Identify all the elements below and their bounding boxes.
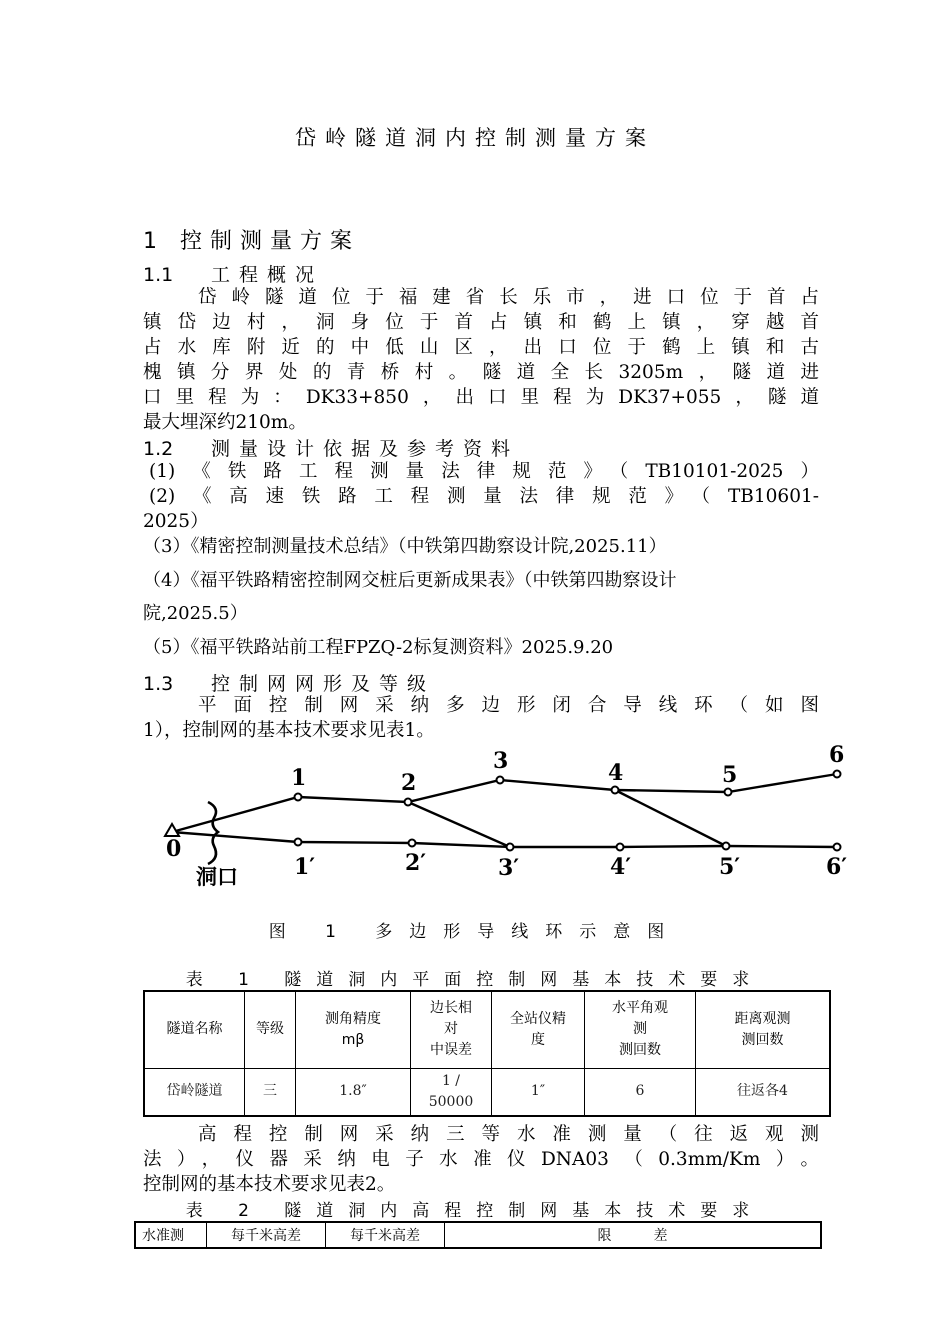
paragraph-line: 岱岭隧道位于福建省长乐市，进口位于首占 — [198, 287, 819, 308]
table-header-cell: 距离观测 测回数 — [696, 991, 831, 1068]
control-network-paragraph — [143, 693, 819, 743]
paragraph-line: 控制网的基本技术要求见表2。 — [143, 1174, 396, 1195]
traverse-loop-diagram — [150, 740, 870, 895]
table-2-caption: 表 2 隧道洞内高程控制网基本技术要求 — [185, 1201, 765, 1221]
station-marker — [295, 794, 302, 801]
table-header-cell: 水准测 — [135, 1222, 207, 1248]
table-cell: 三 — [245, 1068, 296, 1116]
table-row — [144, 1068, 830, 1116]
station-marker — [405, 799, 412, 806]
reference-item: (2)《高速铁路工程测量法律规范》（TB10601- — [149, 486, 819, 507]
section-title: 控制网网形及等级 — [211, 673, 436, 695]
station-marker — [834, 771, 841, 778]
section-1-2-heading — [143, 434, 519, 461]
paragraph-line: 槐镇分界处的青桥村。隧道全长3205m，隧道进 — [143, 362, 819, 383]
table-1-caption: 表 1 隧道洞内平面控制网基本技术要求 — [185, 970, 765, 990]
paragraph-line: 镇岱边村，洞身位于首占镇和鹤上镇，穿越首 — [143, 312, 819, 333]
portal-label: 洞口 — [196, 865, 238, 889]
section-title: 测量设计依据及参考资料 — [211, 438, 520, 460]
table-header-row — [135, 1222, 821, 1248]
reference-item-continued: 院,2025.5） — [143, 603, 248, 624]
table-1-plane-control-requirements — [143, 990, 831, 1117]
reference-item: （5）《福平铁路站前工程FPZQ-2标复测资料》2025.9.20 — [143, 637, 614, 658]
figure-1-caption: 图 1 多边形导线环示意图 — [268, 922, 682, 942]
station-label: 5 — [722, 762, 738, 788]
station-label: 2′ — [405, 850, 427, 876]
station-label: 6′ — [826, 854, 848, 880]
paragraph-line: 法），仪器采纳电子水准仪DNA03（0.3mm/Km）。 — [143, 1149, 819, 1170]
table-cell: 往返各4 — [696, 1068, 831, 1116]
section-number: 1.1 — [143, 264, 174, 286]
reference-item: (1)《铁路工程测量法律规范》（TB10101-2025） — [149, 461, 819, 482]
table-2-leveling-requirements — [134, 1221, 822, 1249]
table-header-cell: 等级 — [245, 991, 296, 1068]
table-header-cell: 隧道名称 — [144, 991, 245, 1068]
table-header-cell: 每千米高差 — [207, 1222, 326, 1248]
section-1-1-heading — [143, 260, 323, 287]
section-number: 1.2 — [143, 438, 174, 460]
section-1-3-heading — [143, 669, 435, 696]
station-label: 4′ — [610, 854, 632, 880]
station-label: 3 — [493, 748, 509, 774]
table-cell: 1 / 50000 — [411, 1068, 492, 1116]
project-overview-paragraph — [143, 285, 819, 435]
section-number: 1.3 — [143, 673, 174, 695]
reference-item: （4）《福平铁路精密控制网交桩后更新成果表》（中铁第四勘察设计 — [143, 570, 677, 591]
station-label: 6 — [829, 742, 845, 768]
station-label: 5′ — [719, 854, 741, 880]
document-title: 岱岭隧道洞内控制测量方案 — [295, 126, 655, 150]
reference-list — [143, 459, 819, 534]
table-cell: 1.8″ — [296, 1068, 411, 1116]
reference-item: （3）《精密控制测量技术总结》（中铁第四勘察设计院,2025.11） — [143, 536, 667, 557]
leveling-network-paragraph — [143, 1122, 819, 1197]
station-marker — [507, 844, 514, 851]
origin-label: 0 — [166, 836, 182, 862]
paragraph-line: 平面控制网采纳多边形闭合导线环（如图 — [198, 695, 819, 716]
table-header-row — [144, 991, 830, 1068]
cross-link-4-5 — [615, 790, 726, 846]
table-header-cell: 限 差 — [445, 1222, 822, 1248]
station-marker — [617, 844, 624, 851]
station-marker — [725, 789, 732, 796]
paragraph-line: 最大埋深约210m。 — [143, 412, 307, 433]
table-header-cell: 测角精度 mβ — [296, 991, 411, 1068]
table-cell: 6 — [585, 1068, 696, 1116]
table-header-cell: 边长相 对 中误差 — [411, 991, 492, 1068]
station-label: 1′ — [294, 854, 316, 880]
table-header-cell: 每千米高差 — [326, 1222, 445, 1248]
station-marker — [497, 777, 504, 784]
station-marker — [612, 787, 619, 794]
portal-bracket — [208, 802, 218, 864]
paragraph-line: 口里程为：DK33+850，出口里程为DK37+055，隧道 — [143, 387, 819, 408]
station-marker — [723, 843, 730, 850]
cross-link-2-3 — [408, 802, 510, 847]
station-label: 1 — [291, 765, 307, 791]
station-marker — [409, 840, 416, 847]
station-label: 3′ — [498, 855, 520, 881]
table-header-cell: 全站仪精 度 — [492, 991, 585, 1068]
paragraph-line: 高程控制网采纳三等水准测量（往返观测 — [198, 1124, 819, 1145]
paragraph-line: 1），控制网的基本技术要求见表1。 — [143, 720, 435, 741]
station-marker — [295, 839, 302, 846]
station-label: 4 — [608, 760, 624, 786]
reference-item-continued: 2025） — [143, 511, 209, 532]
table-cell: 1″ — [492, 1068, 585, 1116]
table-header-cell: 水平角观 测 测回数 — [585, 991, 696, 1068]
section-title: 工程概况 — [211, 264, 324, 286]
section-1-heading: 1 控制测量方案 — [143, 229, 360, 254]
station-label: 2 — [401, 770, 417, 796]
table-cell: 岱岭隧道 — [144, 1068, 245, 1116]
paragraph-line: 占水库附近的中低山区，出口位于鹤上镇和古 — [143, 337, 819, 358]
station-marker — [834, 844, 841, 851]
